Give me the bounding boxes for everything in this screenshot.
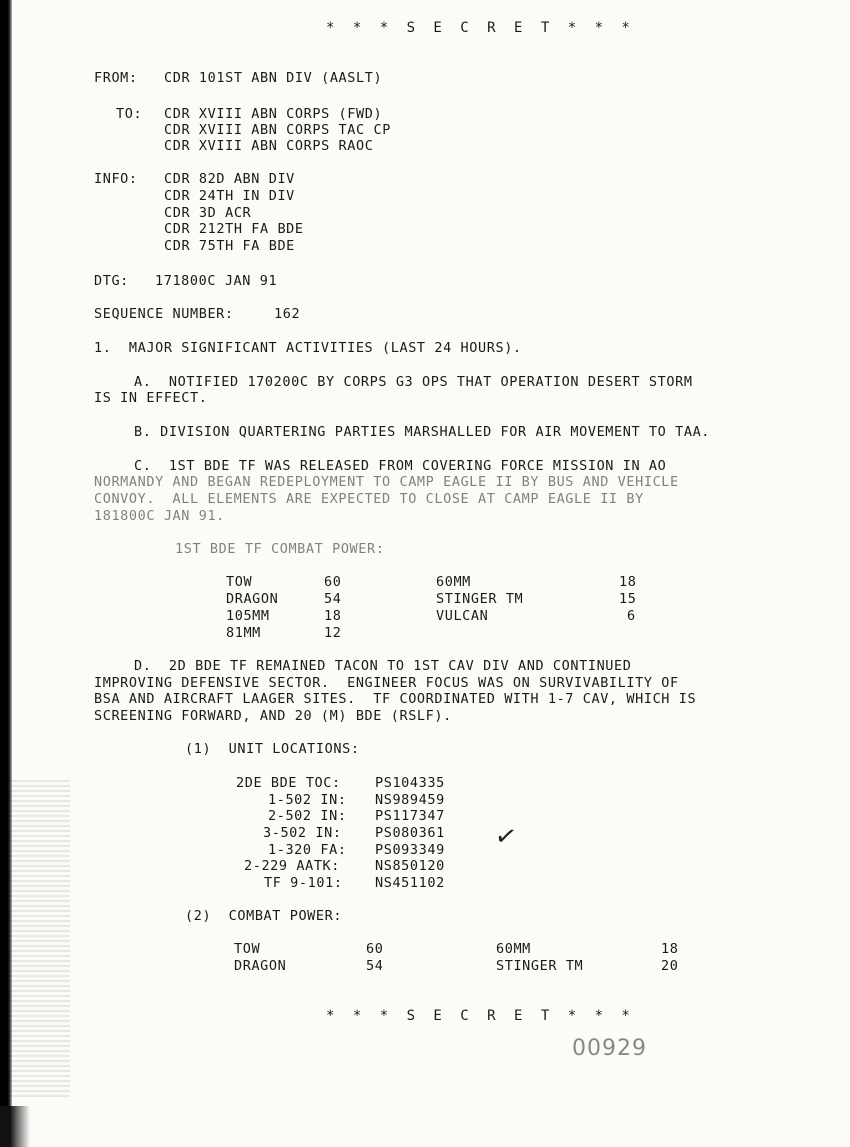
para-a-line: A. NOTIFIED 170200C BY CORPS G3 OPS THAT OPERATION DESERT STORM bbox=[134, 374, 693, 390]
checkmark-annotation: ✓ bbox=[492, 820, 520, 854]
cp-item: TOW bbox=[226, 574, 253, 590]
to-recipient: CDR XVIII ABN CORPS RAOC bbox=[164, 138, 374, 154]
unit-name: 2DE BDE TOC: bbox=[236, 775, 341, 791]
sequence-label: SEQUENCE NUMBER: bbox=[94, 306, 234, 322]
combat-power-heading-2: (2) COMBAT POWER: bbox=[185, 908, 343, 924]
unit-grid: PS104335 bbox=[375, 775, 445, 791]
unit-locations-heading: (1) UNIT LOCATIONS: bbox=[185, 741, 360, 757]
para-d-line: SCREENING FORWARD, AND 20 (M) BDE (RSLF). bbox=[94, 708, 452, 724]
unit-grid: PS080361 bbox=[375, 825, 445, 841]
unit-name: 1-502 IN: bbox=[268, 792, 347, 808]
cp-item: STINGER TM bbox=[436, 591, 524, 607]
cp-item: DRAGON bbox=[226, 591, 279, 607]
cp-qty: 6 bbox=[627, 608, 636, 624]
cp-item: 60MM bbox=[496, 941, 531, 957]
para-d-line: D. 2D BDE TF REMAINED TACON TO 1ST CAV DIV AND CONTINUED bbox=[134, 658, 632, 674]
unit-grid: NS451102 bbox=[375, 875, 445, 891]
para-c-line: C. 1ST BDE TF WAS RELEASED FROM COVERING FORCE MISSION IN AO bbox=[134, 458, 667, 474]
unit-grid: NS989459 bbox=[375, 792, 445, 808]
unit-name: 2-229 AATK: bbox=[244, 858, 341, 874]
cp-qty: 15 bbox=[619, 591, 637, 607]
info-recipient: CDR 82D ABN DIV bbox=[164, 171, 295, 187]
cp-qty: 54 bbox=[324, 591, 342, 607]
para-a-line: IS IN EFFECT. bbox=[94, 390, 208, 406]
cp-qty: 18 bbox=[619, 574, 637, 590]
cp-qty: 18 bbox=[661, 941, 679, 957]
to-recipient: CDR XVIII ABN CORPS TAC CP bbox=[164, 122, 391, 138]
page-number: 00929 bbox=[572, 1036, 647, 1061]
section-heading: 1. MAJOR SIGNIFICANT ACTIVITIES (LAST 24 HOURS). bbox=[94, 340, 522, 356]
unit-name: TF 9-101: bbox=[264, 875, 343, 891]
cp-item: TOW bbox=[234, 941, 261, 957]
info-recipient: CDR 3D ACR bbox=[164, 205, 252, 221]
para-d-line: BSA AND AIRCRAFT LAAGER SITES. TF COORDINATED WITH 1-7 CAV, WHICH IS bbox=[94, 691, 697, 707]
unit-grid: NS850120 bbox=[375, 858, 445, 874]
cp-qty: 54 bbox=[366, 958, 384, 974]
info-recipient: CDR 212TH FA BDE bbox=[164, 221, 304, 237]
to-label: TO: bbox=[116, 106, 143, 122]
cp-qty: 60 bbox=[366, 941, 384, 957]
unit-name: 2-502 IN: bbox=[268, 808, 347, 824]
cp-item: 105MM bbox=[226, 608, 270, 624]
to-recipient: CDR XVIII ABN CORPS (FWD) bbox=[164, 106, 383, 122]
dtg-value: 171800C JAN 91 bbox=[155, 273, 278, 289]
para-c-line: CONVOY. ALL ELEMENTS ARE EXPECTED TO CLOSE AT CAMP EAGLE II BY bbox=[94, 491, 644, 507]
cp-qty: 18 bbox=[324, 608, 342, 624]
from-value: CDR 101ST ABN DIV (AASLT) bbox=[164, 70, 383, 86]
cp-item: 60MM bbox=[436, 574, 471, 590]
unit-grid: PS093349 bbox=[375, 842, 445, 858]
from-label: FROM: bbox=[94, 70, 138, 86]
combat-power-heading: 1ST BDE TF COMBAT POWER: bbox=[175, 541, 385, 557]
cp-qty: 60 bbox=[324, 574, 342, 590]
unit-grid: PS117347 bbox=[375, 808, 445, 824]
cp-qty: 20 bbox=[661, 958, 679, 974]
cp-item: VULCAN bbox=[436, 608, 489, 624]
binder-edge-bottom bbox=[0, 1106, 30, 1147]
cp-qty: 12 bbox=[324, 625, 342, 641]
para-b-line: B. DIVISION QUARTERING PARTIES MARSHALLED FOR AIR MOVEMENT TO TAA. bbox=[134, 424, 711, 440]
classification-footer: * * * S E C R E T * * * bbox=[326, 1008, 635, 1024]
cp-item: STINGER TM bbox=[496, 958, 584, 974]
para-c-line: NORMANDY AND BEGAN REDEPLOYMENT TO CAMP EAGLE II BY BUS AND VEHICLE bbox=[94, 474, 679, 490]
unit-name: 3-502 IN: bbox=[263, 825, 342, 841]
unit-name: 1-320 FA: bbox=[268, 842, 347, 858]
para-d-line: IMPROVING DEFENSIVE SECTOR. ENGINEER FOCUS WAS ON SURVIVABILITY OF bbox=[94, 675, 679, 691]
sequence-value: 162 bbox=[274, 306, 301, 322]
cp-item: 81MM bbox=[226, 625, 261, 641]
info-recipient: CDR 24TH IN DIV bbox=[164, 188, 295, 204]
info-recipient: CDR 75TH FA BDE bbox=[164, 238, 295, 254]
para-c-line: 181800C JAN 91. bbox=[94, 508, 225, 524]
classification-header: * * * S E C R E T * * * bbox=[326, 20, 635, 36]
info-label: INFO: bbox=[94, 171, 138, 187]
scan-noise bbox=[0, 780, 70, 1100]
cp-item: DRAGON bbox=[234, 958, 287, 974]
dtg-label: DTG: bbox=[94, 273, 129, 289]
